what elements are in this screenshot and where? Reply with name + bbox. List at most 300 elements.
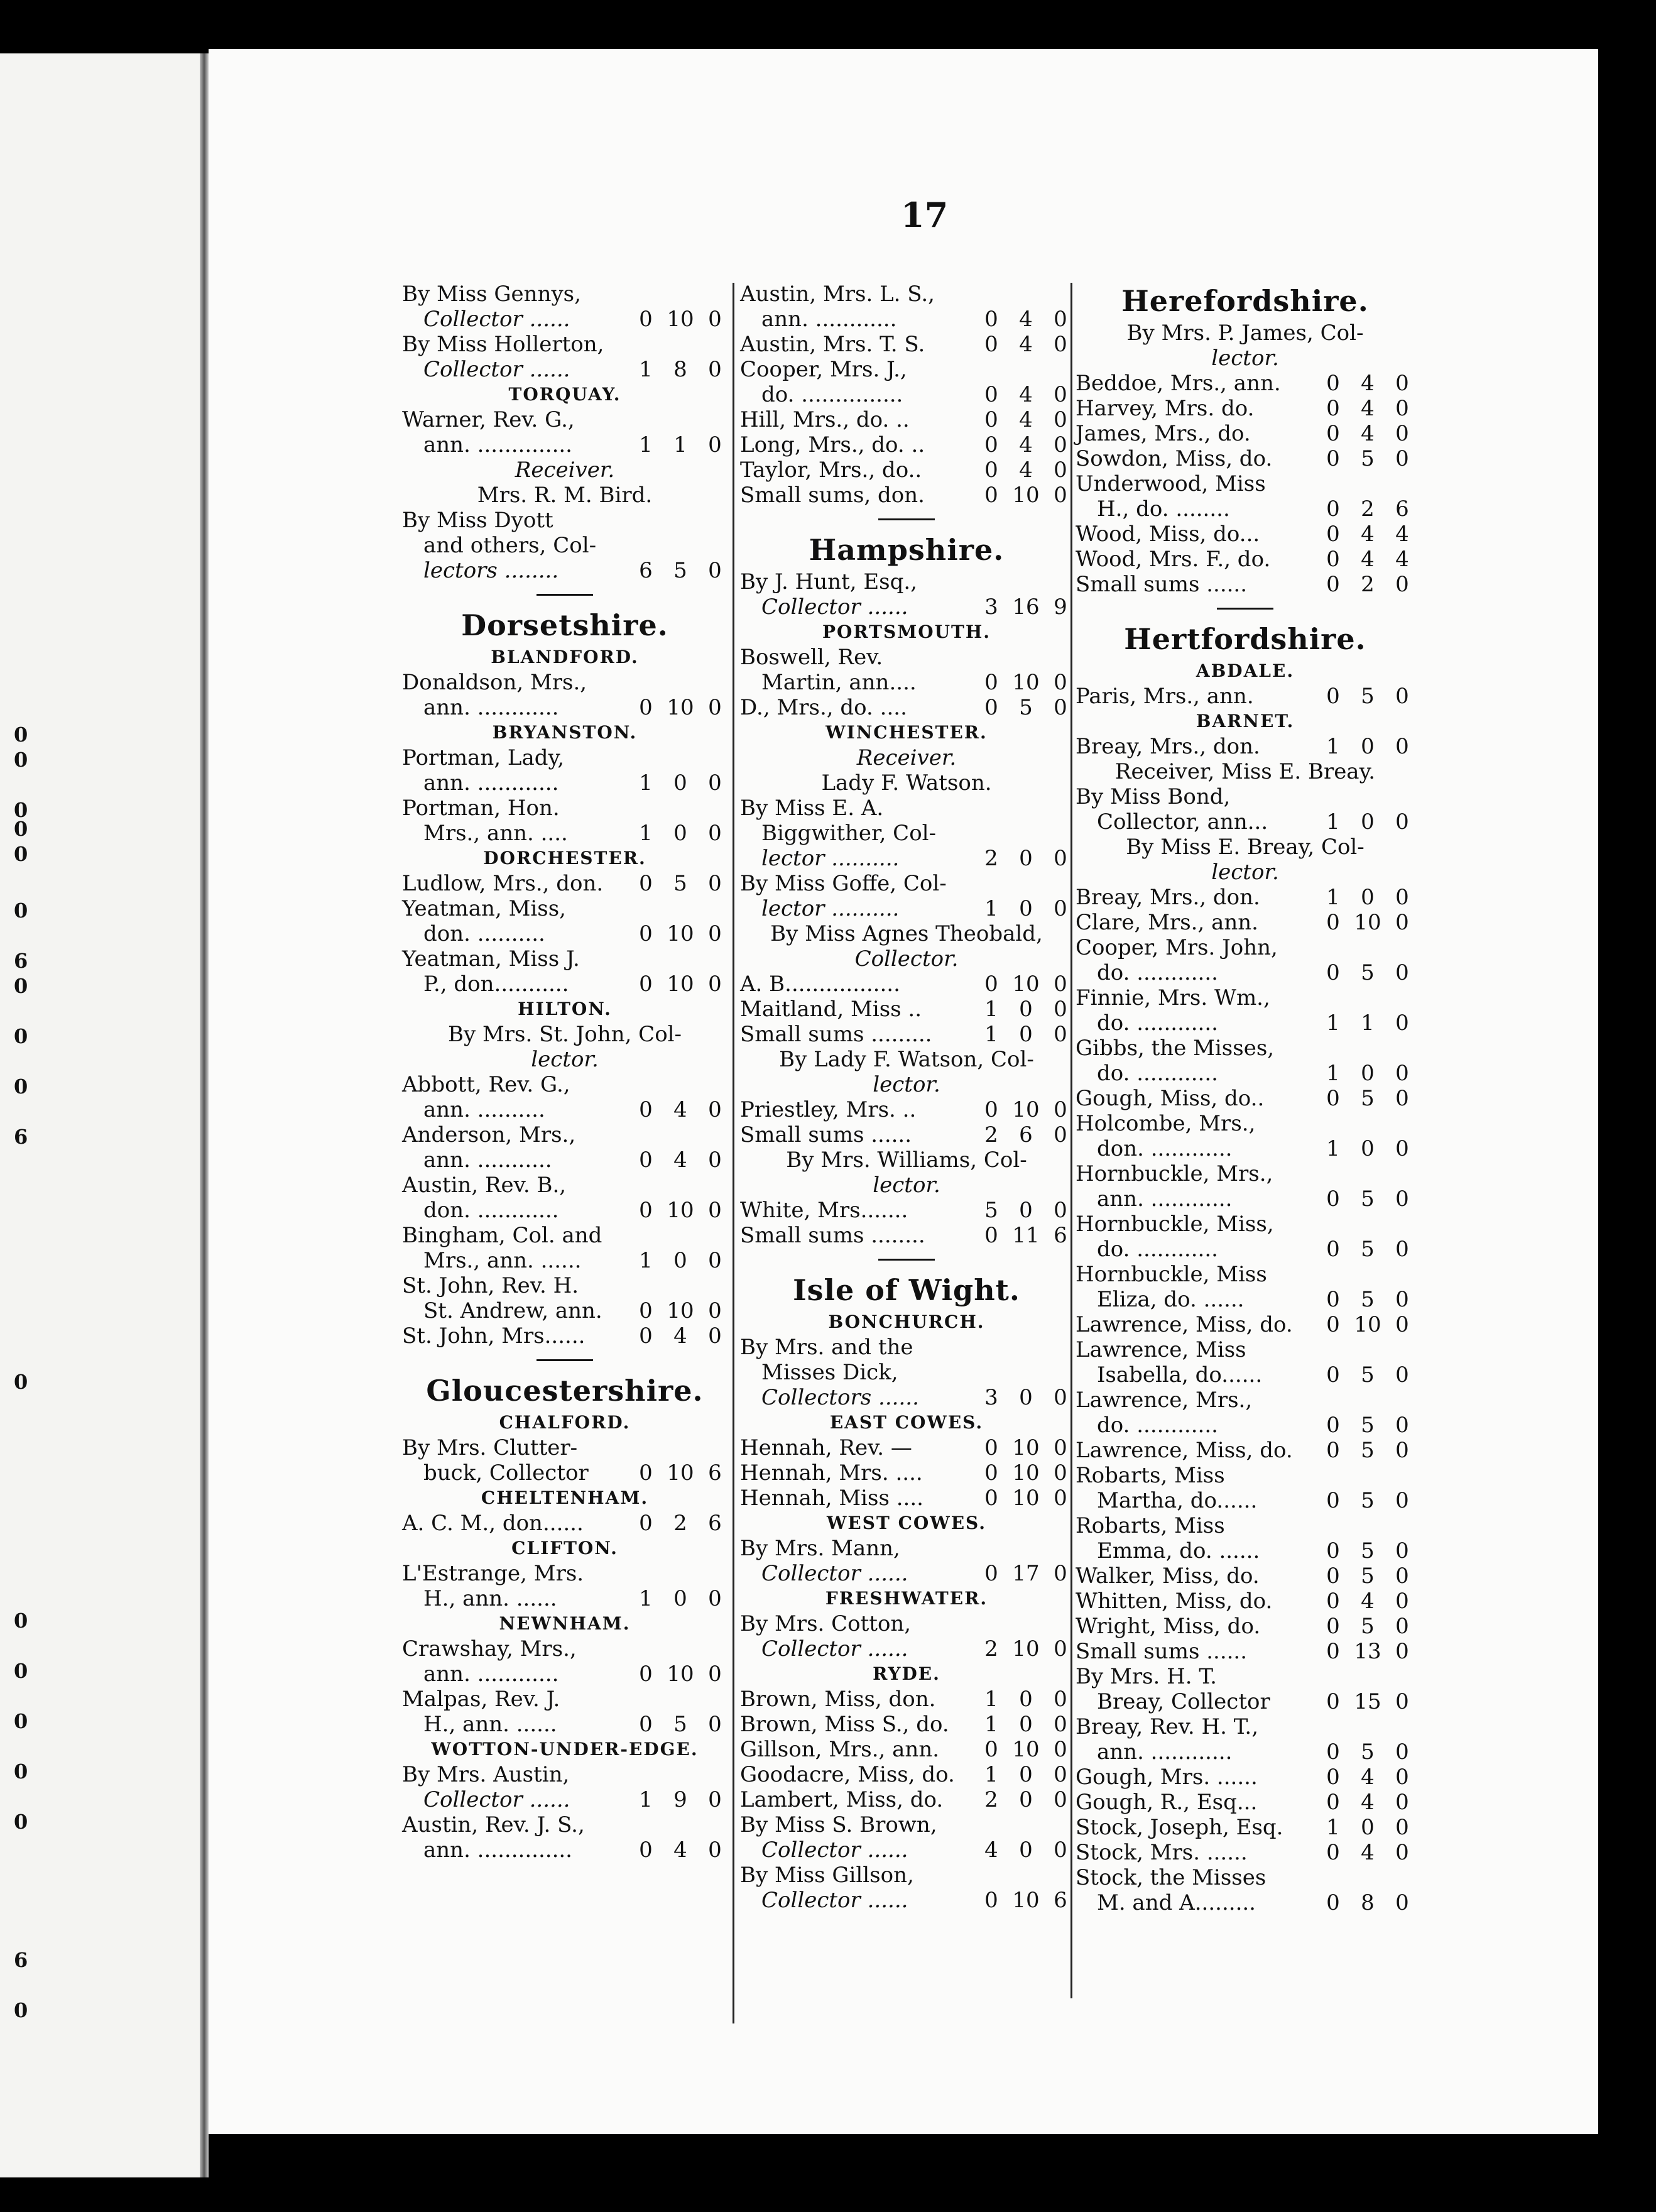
amount-pence: 0 (1054, 1561, 1067, 1586)
entry-amount (1321, 1488, 1415, 1513)
amount-pence: 0 (708, 695, 722, 720)
amount-shillings: 5 (1361, 1186, 1375, 1212)
entry-name: do. ............ (1097, 1237, 1218, 1262)
entry-amount (1321, 1614, 1415, 1639)
amount-shillings: 4 (1019, 457, 1033, 483)
entry-amount (633, 432, 727, 457)
amount-pounds: 0 (639, 1662, 653, 1687)
centered-note: Receiver. (856, 745, 957, 770)
subscription-entry (1076, 1463, 1415, 1488)
entry-amount (1321, 1815, 1415, 1840)
subscription-entry (740, 821, 1073, 846)
amount-shillings: 0 (673, 1586, 687, 1611)
subscription-entry (1076, 1589, 1415, 1614)
amount-pence: 0 (708, 1586, 722, 1611)
amount-pounds: 1 (639, 1586, 653, 1611)
subscription-entry (740, 1198, 1073, 1223)
amount-pence: 0 (1395, 446, 1409, 471)
entry-name: L'Estrange, Mrs. (402, 1561, 584, 1586)
centered-note: By Miss E. Breay, Col- (1126, 835, 1365, 860)
entry-amount (1321, 910, 1415, 935)
entry-name: Breay, Mrs., don. (1076, 734, 1260, 759)
amount-pounds: 1 (984, 997, 998, 1022)
entry-name: Martha, do...... (1097, 1488, 1258, 1513)
subscription-entry (402, 1298, 727, 1323)
amount-pence: 0 (1395, 1589, 1409, 1614)
amount-pence: 0 (1395, 1362, 1409, 1388)
entry-amount (1321, 1538, 1415, 1563)
amount-pounds: 1 (1326, 1010, 1340, 1036)
entry-amount (979, 997, 1073, 1022)
amount-pence: 0 (1054, 1737, 1067, 1762)
amount-shillings: 0 (1019, 846, 1033, 871)
subscription-entry (740, 407, 1073, 432)
entry-name: Walker, Miss, do. (1076, 1563, 1260, 1589)
entry-name: Misses Dick, (761, 1360, 898, 1385)
amount-pounds: 2 (984, 1122, 998, 1147)
subscription-entry (740, 1762, 1073, 1787)
amount-shillings: 0 (1019, 1385, 1033, 1410)
entry-amount (979, 1460, 1073, 1486)
amount-pence: 0 (708, 972, 722, 997)
subscription-entry (740, 357, 1073, 382)
county-heading: Isle of Wight. (793, 1273, 1020, 1307)
county-heading: Herefordshire. (1121, 284, 1369, 318)
entry-amount (1321, 1790, 1415, 1815)
subscription-entry (740, 1787, 1073, 1812)
amount-pounds: 6 (639, 558, 653, 583)
entry-amount (979, 1385, 1073, 1410)
amount-pounds: 0 (1326, 1739, 1340, 1765)
entry-name: By Mrs. H. T. (1076, 1664, 1217, 1689)
entry-amount (979, 1435, 1073, 1460)
entry-amount (979, 594, 1073, 620)
column-rule (733, 283, 734, 2023)
amount-shillings: 4 (1361, 522, 1375, 547)
entry-name: St. Andrew, ann. (423, 1298, 602, 1323)
amount-pounds: 1 (984, 1687, 998, 1712)
amount-pounds: 0 (984, 670, 998, 695)
subscription-entry (740, 1335, 1073, 1360)
amount-pence: 0 (1395, 1237, 1409, 1262)
amount-pence: 0 (1395, 1765, 1409, 1790)
entry-name: Austin, Mrs. T. S. (740, 332, 925, 357)
subscription-entry (740, 282, 1073, 307)
facing-page-digit: 0 (14, 748, 28, 772)
amount-pence: 0 (1395, 1563, 1409, 1589)
amount-pence: 0 (1395, 1639, 1409, 1664)
amount-shillings: 9 (673, 1787, 687, 1812)
entry-amount (1321, 1840, 1415, 1865)
amount-pence: 0 (708, 1837, 722, 1863)
entry-amount (1321, 522, 1415, 547)
amount-pence: 0 (1395, 960, 1409, 985)
subscription-entry (740, 645, 1073, 670)
entry-name: Collector ...... (761, 1837, 908, 1863)
entry-name: By Mrs. and the (740, 1335, 913, 1360)
subscription-entry (402, 1122, 727, 1147)
entry-amount (1321, 1061, 1415, 1086)
entry-amount (979, 483, 1073, 508)
subscription-entry (402, 1173, 727, 1198)
subscription-entry (1076, 572, 1415, 597)
amount-pence: 0 (1395, 1086, 1409, 1111)
centered-note: lector. (873, 1173, 940, 1198)
subscription-entry (402, 1147, 727, 1173)
entry-name: A. C. M., don...... (402, 1511, 584, 1536)
place-heading: BRYANSTON. (492, 722, 638, 743)
amount-pence: 0 (708, 1323, 722, 1349)
county-heading: Hertfordshire. (1124, 622, 1366, 656)
subscription-entry (402, 1511, 727, 1536)
amount-pounds: 1 (639, 357, 653, 382)
amount-pounds: 0 (1326, 1765, 1340, 1790)
entry-amount (1321, 809, 1415, 835)
entry-name: Martin, ann.... (761, 670, 917, 695)
entry-amount (1321, 1765, 1415, 1790)
subscription-entry (740, 1687, 1073, 1712)
subscription-entry (402, 1762, 727, 1787)
amount-pence: 0 (1395, 1438, 1409, 1463)
subscription-entry (1076, 784, 1415, 809)
entry-name: Hornbuckle, Miss (1076, 1262, 1267, 1287)
entry-name: St. John, Rev. H. (402, 1273, 579, 1298)
amount-pounds: 0 (639, 1198, 653, 1223)
amount-pence: 0 (1395, 572, 1409, 597)
entry-name: Finnie, Mrs. Wm., (1076, 985, 1270, 1010)
subscription-entry (1076, 1890, 1415, 1915)
amount-pounds: 1 (1326, 809, 1340, 835)
amount-shillings: 5 (673, 1712, 687, 1737)
entry-amount (979, 382, 1073, 407)
amount-pounds: 0 (1326, 1237, 1340, 1262)
amount-pounds: 0 (639, 1147, 653, 1173)
column-2 (740, 282, 1073, 1913)
subscription-entry (402, 1662, 727, 1687)
subscription-entry (740, 1460, 1073, 1486)
entry-name: Holcombe, Mrs., (1076, 1111, 1256, 1136)
entry-name: Portman, Hon. (402, 796, 560, 821)
amount-pence: 0 (1395, 1689, 1409, 1714)
subscription-entry (1076, 1061, 1415, 1086)
amount-shillings: 4 (1361, 1765, 1375, 1790)
amount-shillings: 5 (1361, 1086, 1375, 1111)
amount-shillings: 2 (673, 1511, 687, 1536)
centered-note: Receiver. (515, 457, 615, 483)
entry-name: Taylor, Mrs., do.. (740, 457, 922, 483)
amount-shillings: 4 (1361, 371, 1375, 396)
subscription-entry (1076, 1136, 1415, 1161)
amount-pounds: 1 (984, 1762, 998, 1787)
amount-pounds: 5 (984, 1198, 998, 1223)
subscription-entry (1076, 1513, 1415, 1538)
place-heading: CHELTENHAM. (481, 1487, 649, 1508)
facing-page-digit: 0 (14, 798, 28, 822)
amount-shillings: 0 (673, 770, 687, 796)
entry-amount (979, 1223, 1073, 1248)
subscription-entry (1076, 1739, 1415, 1765)
amount-shillings: 5 (1361, 1563, 1375, 1589)
amount-pence: 0 (1395, 1815, 1409, 1840)
amount-pounds: 0 (984, 457, 998, 483)
entry-amount (1321, 1362, 1415, 1388)
entry-name: ann. ............ (423, 695, 559, 720)
subscription-entry (1076, 446, 1415, 471)
entry-name: By Miss Dyott (402, 508, 553, 533)
entry-name: Collector ...... (761, 594, 908, 620)
subscription-entry (402, 307, 727, 332)
amount-shillings: 17 (1012, 1561, 1040, 1586)
subscription-entry (1076, 1488, 1415, 1513)
subscription-entry (1076, 734, 1415, 759)
place-heading: RYDE. (873, 1663, 940, 1684)
entry-name: do. ............ (1097, 960, 1218, 985)
centered-note: lector. (873, 1072, 940, 1097)
facing-page-digit: 0 (14, 1609, 28, 1633)
entry-amount (1321, 1563, 1415, 1589)
facing-page-digit: 6 (14, 1948, 28, 1972)
subscription-entry (1076, 809, 1415, 835)
entry-name: Gibbs, the Misses, (1076, 1036, 1275, 1061)
place-heading: CHALFORD. (499, 1412, 631, 1433)
entry-amount (979, 332, 1073, 357)
facing-page-digit: 0 (14, 1075, 28, 1098)
subscription-entry (1076, 1714, 1415, 1739)
facing-page-digit: 0 (14, 1024, 28, 1048)
entry-name: Gillson, Mrs., ann. (740, 1737, 940, 1762)
entry-name: do. ............ (1097, 1061, 1218, 1086)
centered-note: Collector. (854, 946, 959, 972)
facing-page-digit: 0 (14, 1370, 28, 1394)
entry-amount (633, 1712, 727, 1737)
entry-amount (979, 695, 1073, 720)
entry-name: Hennah, Rev. — (740, 1435, 912, 1460)
subscription-entry (740, 1385, 1073, 1410)
amount-pounds: 0 (1326, 547, 1340, 572)
amount-pence: 0 (1054, 1097, 1067, 1122)
entry-amount (979, 1888, 1073, 1913)
subscription-entry (1076, 396, 1415, 421)
entry-name: ann. .............. (423, 1837, 572, 1863)
subscription-entry (740, 1097, 1073, 1122)
subscription-entry (1076, 910, 1415, 935)
entry-name: and others, Col- (423, 533, 597, 558)
amount-pounds: 1 (984, 896, 998, 921)
amount-pence: 6 (708, 1460, 722, 1486)
amount-shillings: 10 (667, 972, 694, 997)
subscription-entry (1076, 1111, 1415, 1136)
entry-amount (633, 1787, 727, 1812)
entry-name: Small sums, don. (740, 483, 925, 508)
entry-name: Small sums ......... (740, 1022, 932, 1047)
entry-name: By Mrs. Cotton, (740, 1611, 912, 1636)
subscription-entry (1076, 1086, 1415, 1111)
place-heading: FRESHWATER. (825, 1588, 988, 1609)
amount-pounds: 0 (1326, 1312, 1340, 1337)
amount-shillings: 1 (673, 432, 687, 457)
subscription-entry (402, 670, 727, 695)
amount-shillings: 0 (673, 1248, 687, 1273)
amount-shillings: 5 (1019, 695, 1033, 720)
book-gutter (200, 53, 209, 2177)
amount-shillings: 10 (667, 921, 694, 946)
subscription-entry (402, 407, 727, 432)
amount-shillings: 10 (1012, 1460, 1040, 1486)
amount-pence: 0 (708, 1298, 722, 1323)
subscription-entry (1076, 471, 1415, 496)
entry-amount (633, 1662, 727, 1687)
subscription-entry (740, 432, 1073, 457)
amount-shillings: 10 (1012, 1636, 1040, 1662)
amount-shillings: 10 (1012, 1435, 1040, 1460)
amount-pounds: 0 (1326, 1186, 1340, 1212)
entry-name: James, Mrs., do. (1076, 421, 1251, 446)
amount-pounds: 0 (1326, 1488, 1340, 1513)
entry-amount (1321, 1890, 1415, 1915)
amount-pence: 0 (1395, 885, 1409, 910)
subscription-entry (1076, 1237, 1415, 1262)
entry-name: ann. ............ (761, 307, 897, 332)
subscription-entry (1076, 885, 1415, 910)
county-heading: Gloucestershire. (426, 1374, 704, 1408)
amount-shillings: 5 (1361, 1362, 1375, 1388)
subscription-entry (740, 846, 1073, 871)
centered-note: lector. (1211, 860, 1279, 885)
entry-name: ann. ............ (1097, 1739, 1233, 1765)
amount-pounds: 0 (1326, 421, 1340, 446)
entry-amount (1321, 1689, 1415, 1714)
place-heading: CLIFTON. (511, 1538, 618, 1558)
centered-note: Lady F. Watson. (821, 770, 992, 796)
entry-name: Mrs., ann. .... (423, 821, 568, 846)
amount-pence: 0 (708, 357, 722, 382)
subscription-entry (1076, 1840, 1415, 1865)
amount-pounds: 1 (1326, 1815, 1340, 1840)
amount-pence: 0 (1395, 421, 1409, 446)
amount-pence: 0 (1054, 896, 1067, 921)
entry-name: By Mrs. Austin, (402, 1762, 570, 1787)
facing-page-digit: 6 (14, 949, 28, 973)
entry-name: Stock, Joseph, Esq. (1076, 1815, 1283, 1840)
entry-name: Crawshay, Mrs., (402, 1636, 577, 1662)
entry-name: don. .......... (423, 921, 545, 946)
amount-pounds: 0 (984, 972, 998, 997)
amount-pounds: 0 (1326, 1890, 1340, 1915)
place-heading: DORCHESTER. (483, 848, 646, 868)
entry-name: Lawrence, Mrs., (1076, 1388, 1253, 1413)
amount-pence: 0 (1054, 1022, 1067, 1047)
subscription-entry (1076, 1337, 1415, 1362)
entry-amount (1321, 446, 1415, 471)
amount-shillings: 4 (673, 1323, 687, 1349)
entry-amount (979, 1636, 1073, 1662)
amount-pounds: 0 (984, 1561, 998, 1586)
amount-pounds: 0 (1326, 1362, 1340, 1388)
subscription-entry (1076, 1413, 1415, 1438)
entry-name: Cooper, Mrs. John, (1076, 935, 1278, 960)
subscription-entry (1076, 985, 1415, 1010)
entry-name: Wright, Miss, do. (1076, 1614, 1261, 1639)
entry-name: H., ann. ...... (423, 1586, 557, 1611)
entry-amount (633, 1511, 727, 1536)
amount-pounds: 0 (1326, 1287, 1340, 1312)
section-divider (402, 583, 727, 606)
amount-pounds: 0 (1326, 1538, 1340, 1563)
subscription-entry (740, 1122, 1073, 1147)
centered-note: Receiver, Miss E. Breay. (1114, 759, 1376, 784)
entry-amount (633, 871, 727, 896)
subscription-entry (740, 1737, 1073, 1762)
amount-pence: 0 (708, 1662, 722, 1687)
amount-shillings: 4 (673, 1837, 687, 1863)
amount-pence: 0 (1395, 1840, 1409, 1865)
entry-amount (1321, 371, 1415, 396)
subscription-entry (1076, 684, 1415, 709)
entry-name: ann. .......... (423, 1097, 545, 1122)
facing-page-digit: 0 (14, 1659, 28, 1683)
entry-name: Robarts, Miss (1076, 1463, 1225, 1488)
entry-amount (1321, 1438, 1415, 1463)
amount-shillings: 5 (1361, 1413, 1375, 1438)
subscription-entry (402, 508, 727, 533)
subscription-entry (1076, 1790, 1415, 1815)
facing-page-digit: 0 (14, 1998, 28, 2022)
amount-shillings: 0 (1019, 1712, 1033, 1737)
subscription-entry (402, 1561, 727, 1586)
entry-amount (633, 558, 727, 583)
entry-amount (633, 357, 727, 382)
entry-name: Hornbuckle, Mrs., (1076, 1161, 1273, 1186)
entry-amount (979, 1198, 1073, 1223)
place-heading: NEWNHAM. (499, 1613, 631, 1634)
amount-pence: 0 (1054, 407, 1067, 432)
subscription-entry (402, 1460, 727, 1486)
amount-shillings: 5 (1361, 1614, 1375, 1639)
amount-shillings: 5 (673, 871, 687, 896)
amount-pounds: 0 (1326, 371, 1340, 396)
entry-name: ann. ........... (423, 1147, 552, 1173)
amount-pence: 0 (1395, 1413, 1409, 1438)
amount-pence: 0 (1395, 1739, 1409, 1765)
subscription-entry (1076, 1765, 1415, 1790)
entry-amount (1321, 1589, 1415, 1614)
amount-pounds: 0 (1326, 910, 1340, 935)
amount-shillings: 5 (1361, 684, 1375, 709)
amount-pence: 0 (1054, 1837, 1067, 1863)
entry-name: Lambert, Miss, do. (740, 1787, 944, 1812)
entry-name: lector .......... (761, 846, 900, 871)
entry-name: Paris, Mrs., ann. (1076, 684, 1254, 709)
amount-shillings: 8 (1361, 1890, 1375, 1915)
amount-shillings: 4 (1019, 307, 1033, 332)
facing-page-digit: 0 (14, 842, 28, 866)
entry-name: St. John, Mrs...... (402, 1323, 586, 1349)
amount-pence: 0 (1054, 1385, 1067, 1410)
subscription-entry (402, 896, 727, 921)
amount-pounds: 0 (1326, 1086, 1340, 1111)
amount-shillings: 10 (1012, 972, 1040, 997)
amount-shillings: 4 (1019, 407, 1033, 432)
subscription-entry (740, 1712, 1073, 1737)
entry-name: Collector ...... (423, 307, 570, 332)
entry-amount (1321, 1136, 1415, 1161)
entry-name: M. and A......... (1097, 1890, 1256, 1915)
facing-page-digit: 0 (14, 974, 28, 998)
entry-name: D., Mrs., do. .... (740, 695, 907, 720)
amount-shillings: 4 (1361, 1840, 1375, 1865)
amount-pounds: 0 (1326, 1563, 1340, 1589)
entry-name: Small sums ...... (1076, 572, 1248, 597)
